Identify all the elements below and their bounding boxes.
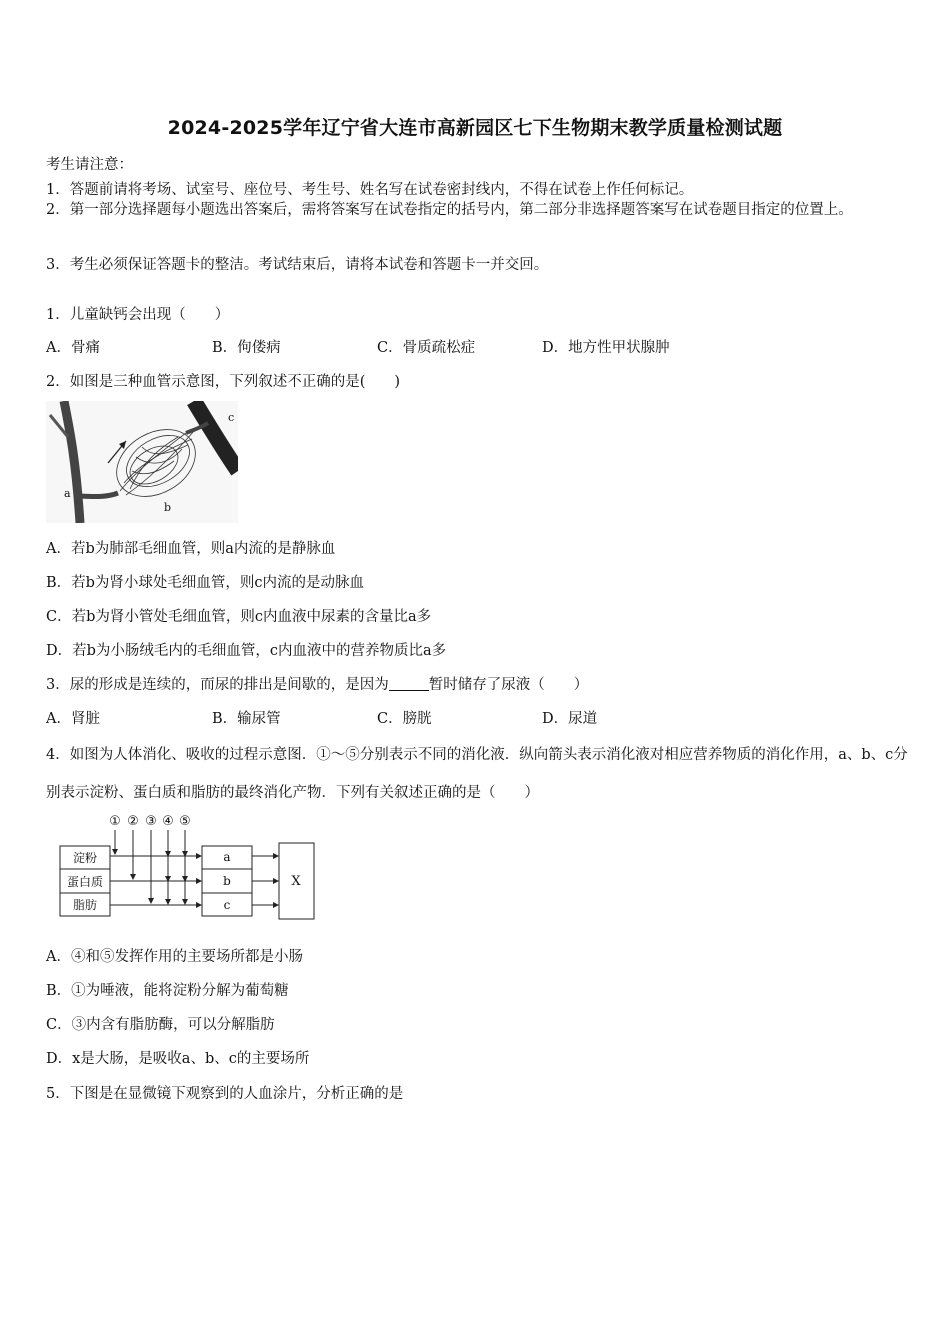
nutrient-fat: 脂肪: [72, 898, 98, 912]
question-3-stem-after: 暂时储存了尿液（ ）: [428, 677, 589, 693]
notice-item: 3．考生必须保证答题卡的整洁。考试结束后，请将本试卷和答题卡一并交回。: [46, 257, 549, 273]
answer-blank: [389, 676, 429, 691]
notice-heading: 考生请注意：: [46, 157, 133, 173]
option-d: D．尿道: [542, 711, 598, 727]
nutrient-starch: 淀粉: [72, 851, 98, 865]
notice-item: 2．第一部分选择题每小题选出答案后，需将答案写在试卷指定的括号内，第二部分非选择题答案写在试卷题目指定的位置上。: [46, 202, 853, 218]
question-4-stem: 4．如图为人体消化、吸收的过程示意图．①～⑤分别表示不同的消化液．纵向箭头表示消化液对相应营养物质的消化作用，a、b、c分别表示淀粉、蛋白质和脂肪的最终消化产物．下列有关叙述正确的是（ ）: [46, 747, 908, 801]
option-a: A．骨痛: [46, 340, 100, 356]
option-d: D．地方性甲状腺肿: [542, 340, 670, 356]
question-4-option: C．③内含有脂肪酶，可以分解脂肪: [46, 1017, 275, 1033]
nutrient-protein: 蛋白质: [66, 875, 104, 889]
question-4-option: B．①为唾液，能将淀粉分解为葡萄糖: [46, 983, 289, 999]
label-a: a: [64, 487, 71, 500]
option-b: B．佝偻病: [212, 340, 281, 356]
option-c: C．膀胱: [377, 711, 432, 727]
blood-vessel-figure: [46, 401, 238, 523]
question-2-option: D．若b为小肠绒毛内的毛细血管，c内血液中的营养物质比a多: [46, 643, 447, 659]
question-1-stem: 1．儿童缺钙会出现（ ）: [46, 307, 230, 323]
question-4-option: D．x是大肠，是吸收a、b、c的主要场所: [46, 1051, 310, 1067]
question-2-option: B．若b为肾小球处毛细血管，则c内流的是动脉血: [46, 575, 365, 591]
product-b: b: [223, 874, 231, 888]
digestive-juice-1: ①: [109, 814, 121, 829]
question-2-option: A．若b为肺部毛细血管，则a内流的是静脉血: [46, 541, 336, 557]
product-a: a: [223, 850, 231, 864]
question-2-stem: 2．如图是三种血管示意图，下列叙述不正确的是( ): [46, 374, 401, 390]
digestive-juice-5: ⑤: [179, 814, 191, 829]
notice-item: 1．答题前请将考场、试室号、座位号、考生号、姓名写在试卷密封线内，不得在试卷上作任何标记。: [46, 182, 694, 198]
question-4-option: A．④和⑤发挥作用的主要场所都是小肠: [46, 949, 303, 965]
digestive-juice-4: ④: [162, 814, 174, 829]
question-3-stem: [46, 673, 588, 694]
option-a: A．肾脏: [46, 711, 100, 727]
product-c: c: [223, 898, 231, 912]
option-b: B．输尿管: [212, 711, 281, 727]
label-c: c: [228, 411, 235, 424]
question-5-stem: 5．下图是在显微镜下观察到的人血涂片，分析正确的是: [46, 1086, 404, 1102]
question-2-option: C．若b为肾小管处毛细血管，则c内血液中尿素的含量比a多: [46, 609, 432, 625]
option-c: C．骨质疏松症: [377, 340, 476, 356]
question-3-stem-before: 3．尿的形成是连续的，而尿的排出是间歇的，是因为: [46, 677, 389, 693]
digestive-juice-2: ②: [127, 814, 139, 829]
label-b: b: [164, 501, 172, 514]
digestive-juice-3: ③: [145, 814, 157, 829]
target-x: X: [291, 874, 301, 889]
page-title: 2024-2025学年辽宁省大连市高新园区七下生物期末教学质量检测试题: [167, 117, 783, 139]
digestion-figure: [56, 810, 320, 924]
